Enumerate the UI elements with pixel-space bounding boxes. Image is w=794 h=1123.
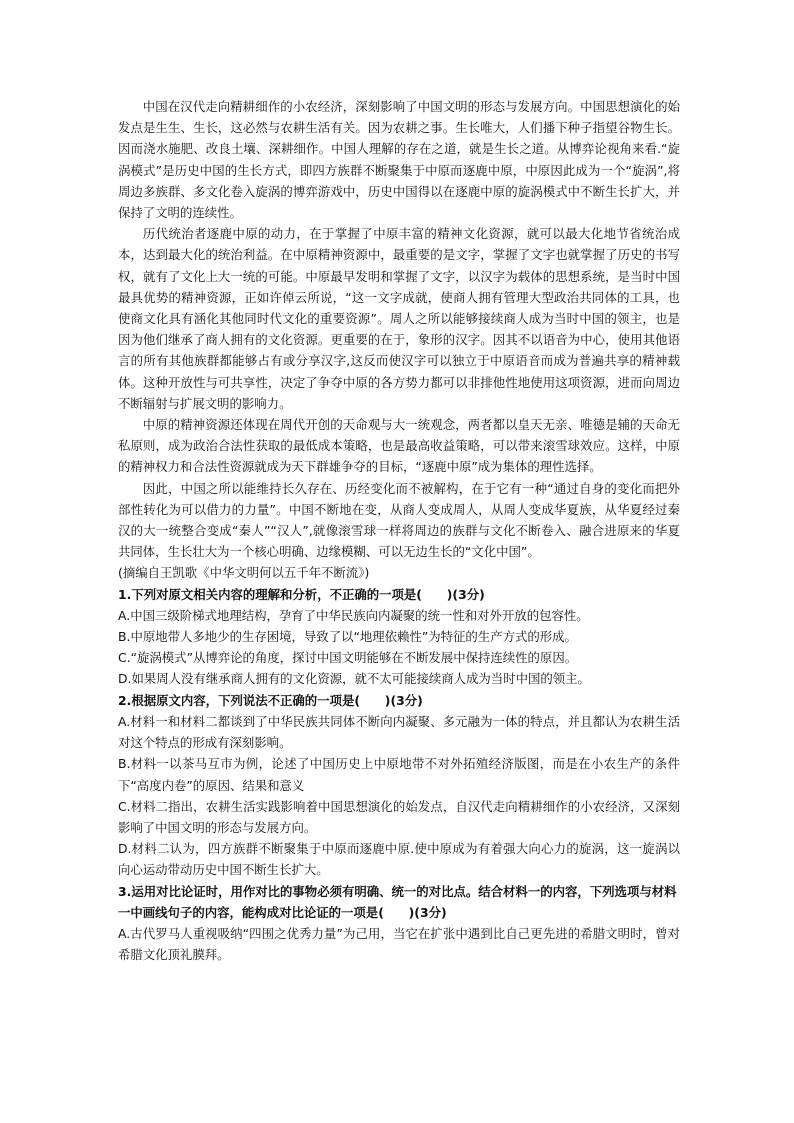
question-stem: 3.运用对比论证时，用作对比的事物必须有明确、统一的对比点。结合材料一的内容，下列选项与材料一中画线句子的内容，能构成对比论证的一项是( )(3分)	[118, 883, 677, 920]
question-3	[118, 881, 680, 966]
paragraph-3: 中原的精神资源还体现在周代开创的天命观与大一统观念，两者都以皇天无亲、唯德是辅的天命无私原则，成为政治合法性获取的最低成本策略，也是最高收益策略，可以带来滚雪球效应。这样，中原的精神权力和合法性资源就成为天下群雄争夺的目标，“逐鹿中原”成为集体的理性选择。	[118, 417, 680, 475]
question-stem: 1.下列对原文相关内容的理解和分析，不正确的一项是( )(3分)	[118, 586, 485, 602]
option-c: C.“旋涡模式”从博弈论的角度，探讨中国文明能够在不断发展中保持连续性的原因。	[118, 650, 578, 666]
paragraph-4: 因此，中国之所以能维持长久存在、历经变化而不被解构，在于它有一种“通过自身的变化而把外部性转化为可以借力的力量”。中国不断地在变，从商人变成周人，从周人变成华夏族，从华夏经过秦汉的大一统整合变成“秦人”“汉人”,就像滚雪球一样将周边的族群与文化不断卷入、融合进原来的华夏共同体，生长壮大为一个核心明确、边缘模糊、可以无边生长的“文化中国”。	[118, 480, 680, 560]
question-2	[118, 690, 680, 881]
option-a: A.中国三级阶梯式地理结构，孕育了中华民族向内凝聚的统一性和对外开放的包容性。	[118, 607, 589, 623]
paragraph-1: 中国在汉代走向精耕细作的小农经济，深刻影响了中国文明的形态与发展方向。中国思想演化的始发点是生生、生长，这必然与农耕生活有关。因为农耕之事。生长唯大，人们播下种子指望谷物生长。因而浇水施肥、改良土壤、深耕细作。中国人理解的存在之道，就是生长之道。从博弈论视角来看.“旋涡模式”是历史中国的生长方式，即四方族群不断聚集于中原而逐鹿中原，中原因此成为一个“旋涡”,将周边多族群、多文化卷入旋涡的博弈游戏中，历史中国得以在逐鹿中原的旋涡模式中不断生长扩大，并保持了文明的连续性。	[118, 99, 680, 221]
document-page	[118, 96, 680, 965]
option-d: D.材料二认为，四方族群不断聚集于中原而逐鹿中原.使中原成为有着强大向心力的旋涡，这一旋涡以向心运动带动历史中国不断生长扩大。	[118, 841, 680, 878]
option-a: A.材料一和材料二都谈到了中华民族共同体不断向内凝聚、多元融为一体的特点，并且都认为农耕生活对这个特点的形成有深刻影响。	[118, 713, 680, 751]
paragraph-2: 历代统治者逐鹿中原的动力，在于掌握了中原丰富的精神文化资源，就可以最大化地节省统治成本，达到最大化的统治利益。在中原精神资源中，最重要的是文字，掌握了文字也就掌握了历史的书写权，就有了文化上大一统的可能。中原最早发明和掌握了文字，以汉字为载体的思想系统，是当时中国最具优势的精神资源，正如许倬云所说，“这一文字成就，使商人拥有管理大型政治共同体的工具，也使商文化具有涵化其他同时代文化的重要资源”。周人之所以能够接续商人成为当时中国的领主，也是因为他们继承了商人拥有的文化资源。更重要的在于，象形的汉字。因其不以语音为中心，使用其他语言的所有其他族群都能够占有或分享汉字,这反而使汉字可以独立于中原语音而成为普遍共享的精神载体。这种开放性与可共享性，决定了争夺中原的各方势力都可以非排他性地使用这项资源，进而向周边不断辐射与扩展文明的影响力。	[118, 226, 680, 411]
option-b: B.中原地带人多地少的生存困境，导致了以“地理依赖性”为特征的生产方式的形成。	[118, 629, 577, 645]
option-d: D.如果周人没有继承商人拥有的文化资源，就不太可能接续商人成为当时中国的领主。	[118, 671, 590, 687]
option-a: A.古代罗马人重视吸纳“四围之优秀力量”为己用，当它在扩张中遇到比自己更先进的希腊文明时，曾对希腊文化顶礼膜拜。	[118, 925, 680, 963]
source-citation: (摘编自王凯歌《中华文明何以五千年不断流》)	[118, 565, 370, 581]
option-c: C.材料二指出，农耕生活实践影响着中国思想演化的始发点，自汉代走向精耕细作的小农经济，又深刻影响了中国文明的形态与发展方向。	[118, 798, 680, 835]
option-b: B.材料一以茶马互市为例，论述了中国历史上中原地带不对外拓殖经济版图，而是在小农生产的条件下“高度内卷”的原因、结果和意义	[118, 756, 680, 793]
question-1	[118, 584, 680, 690]
question-stem: 2.根据原文内容，下列说法不正确的一项是( )(3分)	[118, 692, 423, 708]
